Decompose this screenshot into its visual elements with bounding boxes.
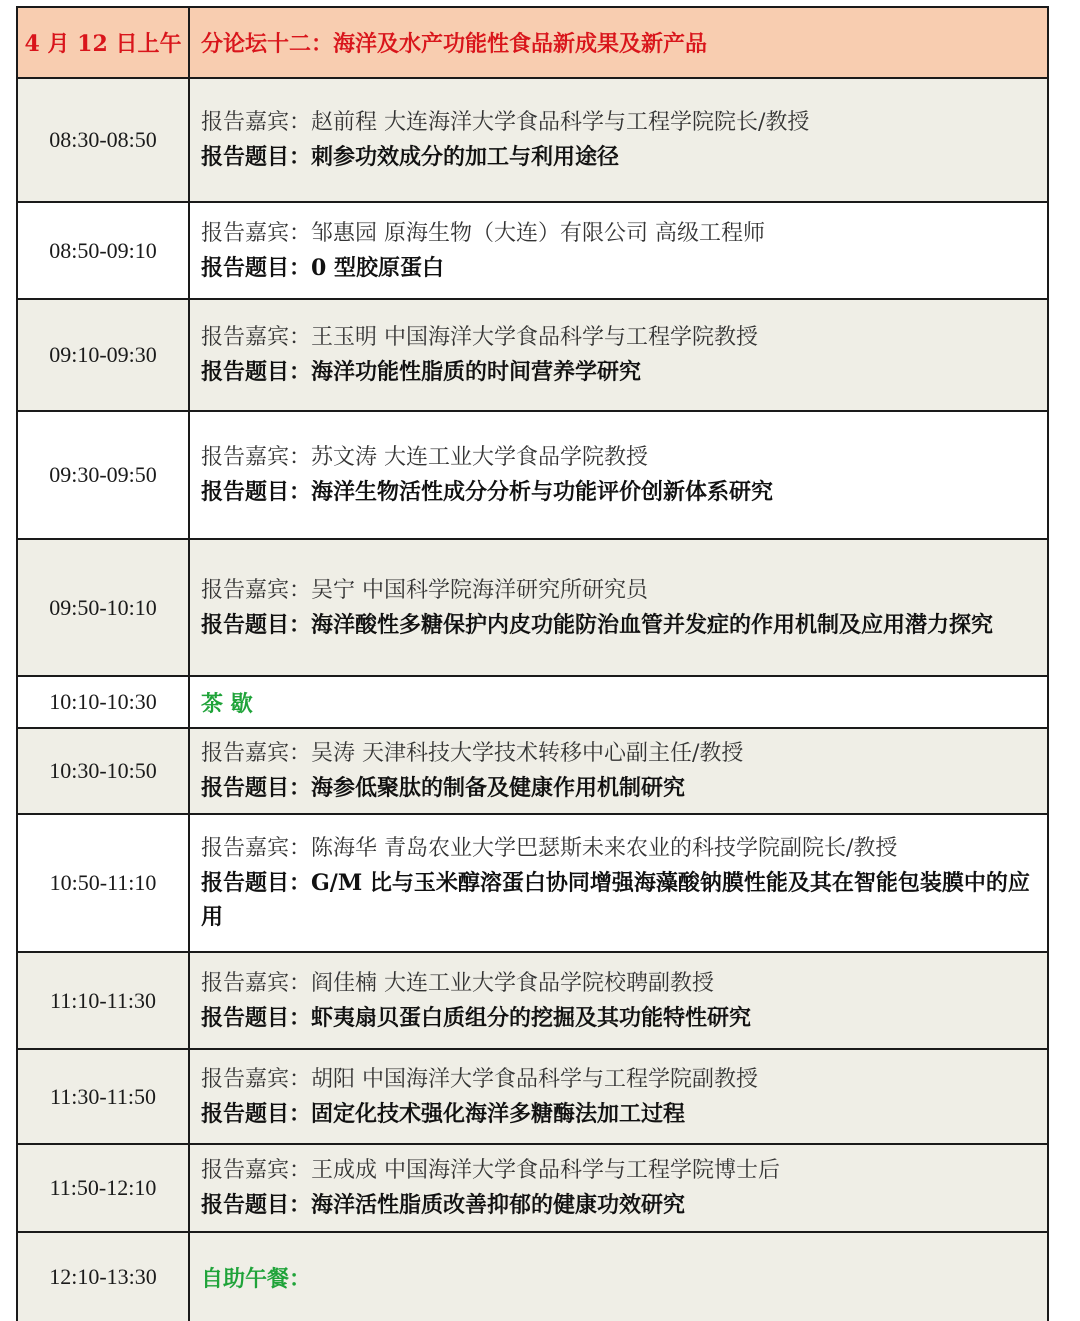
session-time: 10:10-10:30 — [18, 677, 190, 727]
topic-line: 报告题目：G/M 比与玉米醇溶蛋白协同增强海藻酸钠膜性能及其在智能包装膜中的应用 — [201, 870, 1030, 930]
table-row — [18, 953, 1047, 1050]
speaker-line: 报告嘉宾：苏文涛 大连工业大学食品学院教授 — [201, 445, 648, 470]
speaker-line: 报告嘉宾：邹惠园 原海生物（大连）有限公司 高级工程师 — [201, 220, 765, 246]
forum-title: 分论坛十二：海洋及水产功能性食品新成果及新产品 — [201, 31, 708, 57]
topic-line: 报告题目：海参低聚肽的制备及健康作用机制研究 — [201, 775, 686, 801]
speaker-line: 报告嘉宾：胡阳 中国海洋大学食品科学与工程学院副教授 — [201, 1066, 758, 1092]
header-row — [18, 8, 1047, 79]
table-row — [18, 1050, 1047, 1145]
speaker-line: 报告嘉宾：王成成 中国海洋大学食品科学与工程学院博士后 — [201, 1158, 780, 1183]
tea-break-label: 茶 歇 — [201, 690, 253, 717]
table-row — [18, 815, 1047, 953]
speaker-line: 报告嘉宾：陈海华 青岛农业大学巴瑟斯未来农业的科技学院副院长/教授 — [201, 836, 898, 861]
lunch-label: 自助午餐： — [201, 1265, 312, 1292]
topic-line: 报告题目：海洋酸性多糖保护内皮功能防治血管并发症的作用机制及应用潜力探究 — [201, 611, 994, 638]
session-time: 11:50-12:10 — [18, 1145, 190, 1231]
session-time: 09:50-10:10 — [18, 540, 190, 675]
speaker-line: 报告嘉宾：赵前程 大连海洋大学食品科学与工程学院院长/教授 — [201, 110, 810, 135]
table-row — [18, 412, 1047, 540]
topic-line: 报告题目：海洋活性脂质改善抑郁的健康功效研究 — [201, 1192, 686, 1218]
speaker-line: 报告嘉宾：王玉明 中国海洋大学食品科学与工程学院教授 — [201, 325, 758, 350]
session-time: 09:30-09:50 — [18, 412, 190, 538]
break-row — [18, 1233, 1047, 1321]
session-time: 11:30-11:50 — [18, 1050, 190, 1143]
table-row — [18, 203, 1047, 300]
speaker-line: 报告嘉宾：吴涛 天津科技大学技术转移中心副主任/教授 — [201, 741, 744, 766]
table-row — [18, 729, 1047, 815]
session-time: 10:30-10:50 — [18, 729, 190, 813]
table-row — [18, 300, 1047, 412]
topic-line: 报告题目：海洋功能性脂质的时间营养学研究 — [201, 359, 642, 385]
topic-line: 报告题目：海洋生物活性成分分析与功能评价创新体系研究 — [201, 479, 774, 505]
table-row — [18, 540, 1047, 677]
topic-line: 报告题目：0 型胶原蛋白 — [201, 254, 444, 281]
table-row — [18, 79, 1047, 203]
header-date: 4 月 12 日上午 — [18, 8, 190, 77]
topic-line: 报告题目：刺参功效成分的加工与利用途径 — [201, 144, 620, 170]
speaker-line: 报告嘉宾：吴宁 中国科学院海洋研究所研究员 — [201, 577, 648, 603]
speaker-line: 报告嘉宾：阎佳楠 大连工业大学食品学院校聘副教授 — [201, 970, 714, 996]
schedule-table — [16, 6, 1049, 1321]
session-time: 08:30-08:50 — [18, 79, 190, 201]
session-time: 08:50-09:10 — [18, 203, 190, 298]
session-time: 10:50-11:10 — [18, 815, 190, 951]
table-row — [18, 1145, 1047, 1233]
session-time: 11:10-11:30 — [18, 953, 190, 1048]
session-time: 12:10-13:30 — [18, 1233, 190, 1321]
break-row — [18, 677, 1047, 729]
session-time: 09:10-09:30 — [18, 300, 190, 410]
topic-line: 报告题目：虾夷扇贝蛋白质组分的挖掘及其功能特性研究 — [201, 1004, 752, 1031]
topic-line: 报告题目：固定化技术强化海洋多糖酶法加工过程 — [201, 1100, 686, 1127]
